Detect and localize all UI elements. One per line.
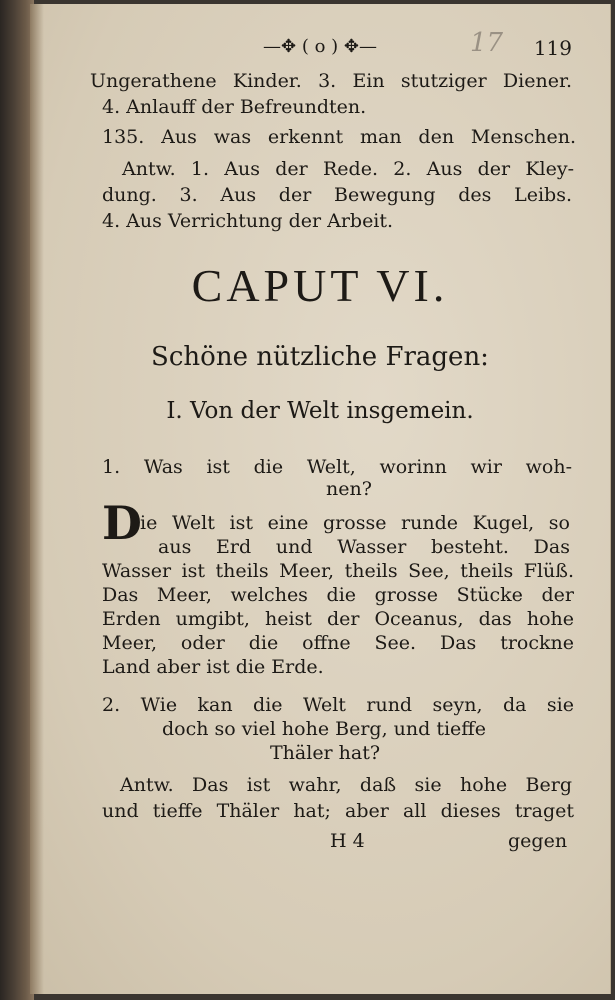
answer-line: Meer, oder die offne See. Das trockne [102,632,574,654]
answer-line: Das Meer, welches die grosse Stücke der [102,584,574,606]
question-line: 2. Wie kan die Welt rund seyn, da sie [102,694,574,716]
signature-mark: H 4 [330,830,365,852]
answer-line: und tieffe Thäler hat; aber all dieses traget [102,800,574,822]
answer-line: Land aber ist die Erde. [102,656,324,678]
answer-line: ie Welt ist eine grosse runde Kugel, so [140,512,570,534]
text-line: 4. Anlauff der Befreundten. [102,96,367,118]
question-line: 1. Was ist die Welt, worinn wir woh- [102,456,572,478]
drop-cap: D [102,496,142,550]
book-spine [0,0,34,1000]
question-line: nen? [326,478,372,500]
answer-line: aus Erd und Wasser besteht. Das [158,536,570,558]
section-heading: I. Von der Welt insgemein. [166,398,474,424]
chapter-title: CAPUT VI. [191,260,449,311]
answer-line: Erden umgibt, heist der Oceanus, das hohe [102,608,574,630]
header-ornament: —✥ ( o ) ✥— [263,36,377,57]
page-edge-shadow [30,4,44,994]
answer-line: Antw. Das ist wahr, daß sie hohe Berg [120,774,572,796]
answer-line: dung. 3. Aus der Bewegung des Leibs. [102,184,572,206]
question-line: doch so viel hohe Berg, und tieffe [162,718,487,740]
question-line: 135. Aus was erkennt man den Menschen. [102,126,576,148]
catchword: gegen [508,830,568,852]
answer-line: Wasser ist theils Meer, theils See, theils Flüß. [102,560,574,582]
chapter-subtitle: Schöne nützliche Fragen: [151,342,489,372]
pencil-mark: 17 [470,28,504,58]
answer-line: 4. Aus Verrichtung der Arbeit. [102,210,394,232]
answer-line: Antw. 1. Aus der Rede. 2. Aus der Kley- [122,158,574,180]
question-line: Thäler hat? [270,742,381,764]
text-line: Ungerathene Kinder. 3. Ein stutziger Diener. [90,70,572,92]
book-page [30,4,611,994]
page-number: 119 [533,36,572,60]
